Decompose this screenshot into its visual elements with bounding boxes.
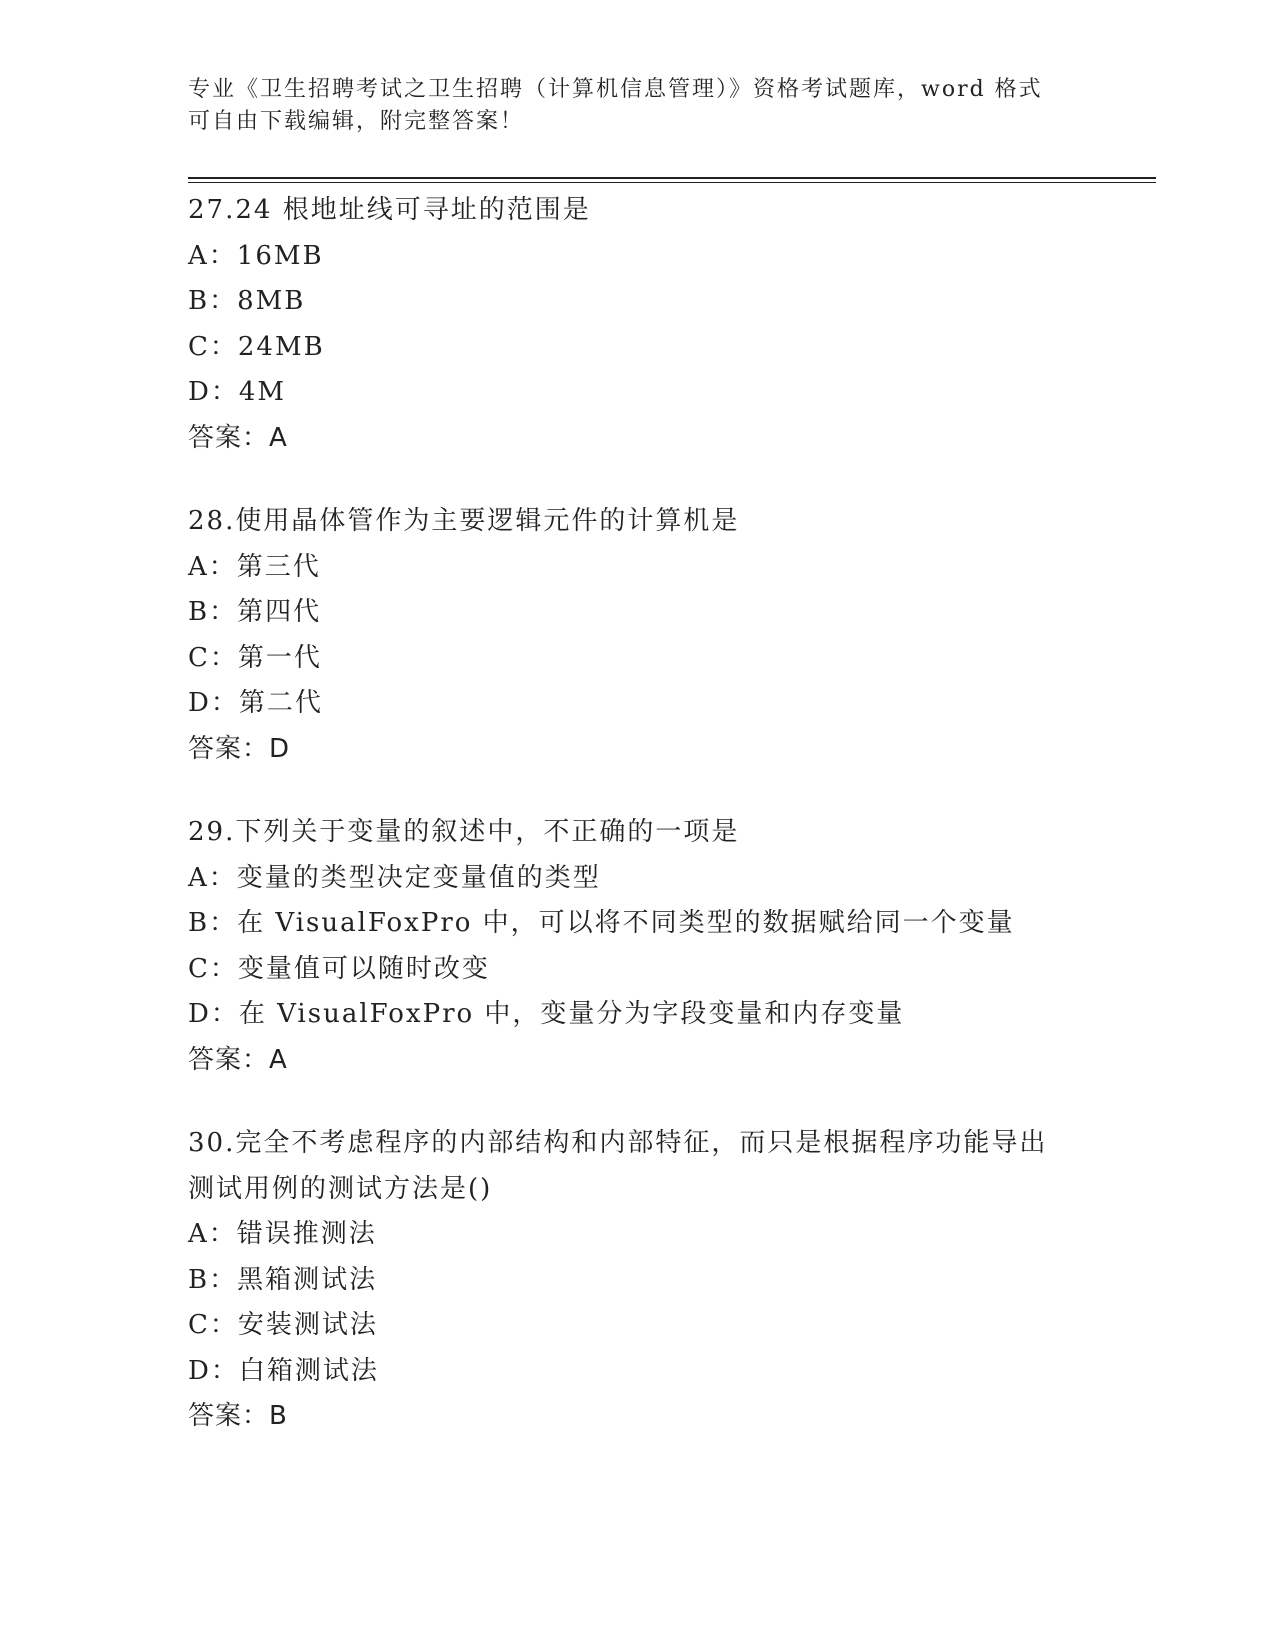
header-divider-thin bbox=[188, 182, 1156, 183]
header-divider-thick bbox=[188, 177, 1156, 179]
question-27 bbox=[188, 188, 1088, 461]
question-stem-line-2: 测试用例的测试方法是() bbox=[188, 1173, 493, 1204]
option-c: C：变量值可以随时改变 bbox=[188, 953, 490, 984]
option-b: B：8MB bbox=[188, 286, 306, 316]
option-d: D：在 VisualFoxPro 中，变量分为字段变量和内存变量 bbox=[188, 999, 905, 1029]
answer-line: 答案：B bbox=[188, 1401, 288, 1431]
option-a: A：错误推测法 bbox=[188, 1219, 377, 1249]
option-a: A：16MB bbox=[188, 240, 324, 271]
question-29 bbox=[188, 810, 1088, 1083]
question-stem: 28.使用晶体管作为主要逻辑元件的计算机是 bbox=[188, 506, 740, 536]
option-c: C：第一代 bbox=[188, 642, 322, 673]
question-stem: 29.下列关于变量的叙述中，不正确的一项是 bbox=[188, 817, 740, 847]
option-a: A：变量的类型决定变量值的类型 bbox=[188, 862, 601, 893]
question-list bbox=[188, 188, 1088, 1478]
answer-line: 答案：A bbox=[188, 422, 288, 453]
option-c: C：24MB bbox=[188, 331, 325, 362]
question-28 bbox=[188, 499, 1088, 772]
question-30 bbox=[188, 1121, 1088, 1440]
option-d: D：白箱测试法 bbox=[188, 1355, 379, 1386]
header-line-1: 专业《卫生招聘考试之卫生招聘（计算机信息管理）》资格考试题库，word 格式 bbox=[188, 77, 1043, 102]
option-a: A：第三代 bbox=[188, 551, 321, 582]
option-d: D：4M bbox=[188, 377, 287, 407]
option-c: C：安装测试法 bbox=[188, 1310, 378, 1340]
option-b: B：第四代 bbox=[188, 597, 322, 627]
question-stem: 27.24 根地址线可寻址的范围是 bbox=[188, 195, 591, 225]
option-d: D：第二代 bbox=[188, 688, 323, 718]
document-header bbox=[188, 74, 1068, 138]
option-b: B：黑箱测试法 bbox=[188, 1264, 378, 1295]
question-stem-line-1: 30.完全不考虑程序的内部结构和内部特征，而只是根据程序功能导出 bbox=[188, 1128, 1048, 1158]
answer-line: 答案：A bbox=[188, 1044, 288, 1075]
answer-line: 答案：D bbox=[188, 733, 291, 764]
option-b: B：在 VisualFoxPro 中，可以将不同类型的数据赋给同一个变量 bbox=[188, 908, 1015, 938]
header-line-2: 可自由下载编辑，附完整答案！ bbox=[188, 109, 525, 134]
